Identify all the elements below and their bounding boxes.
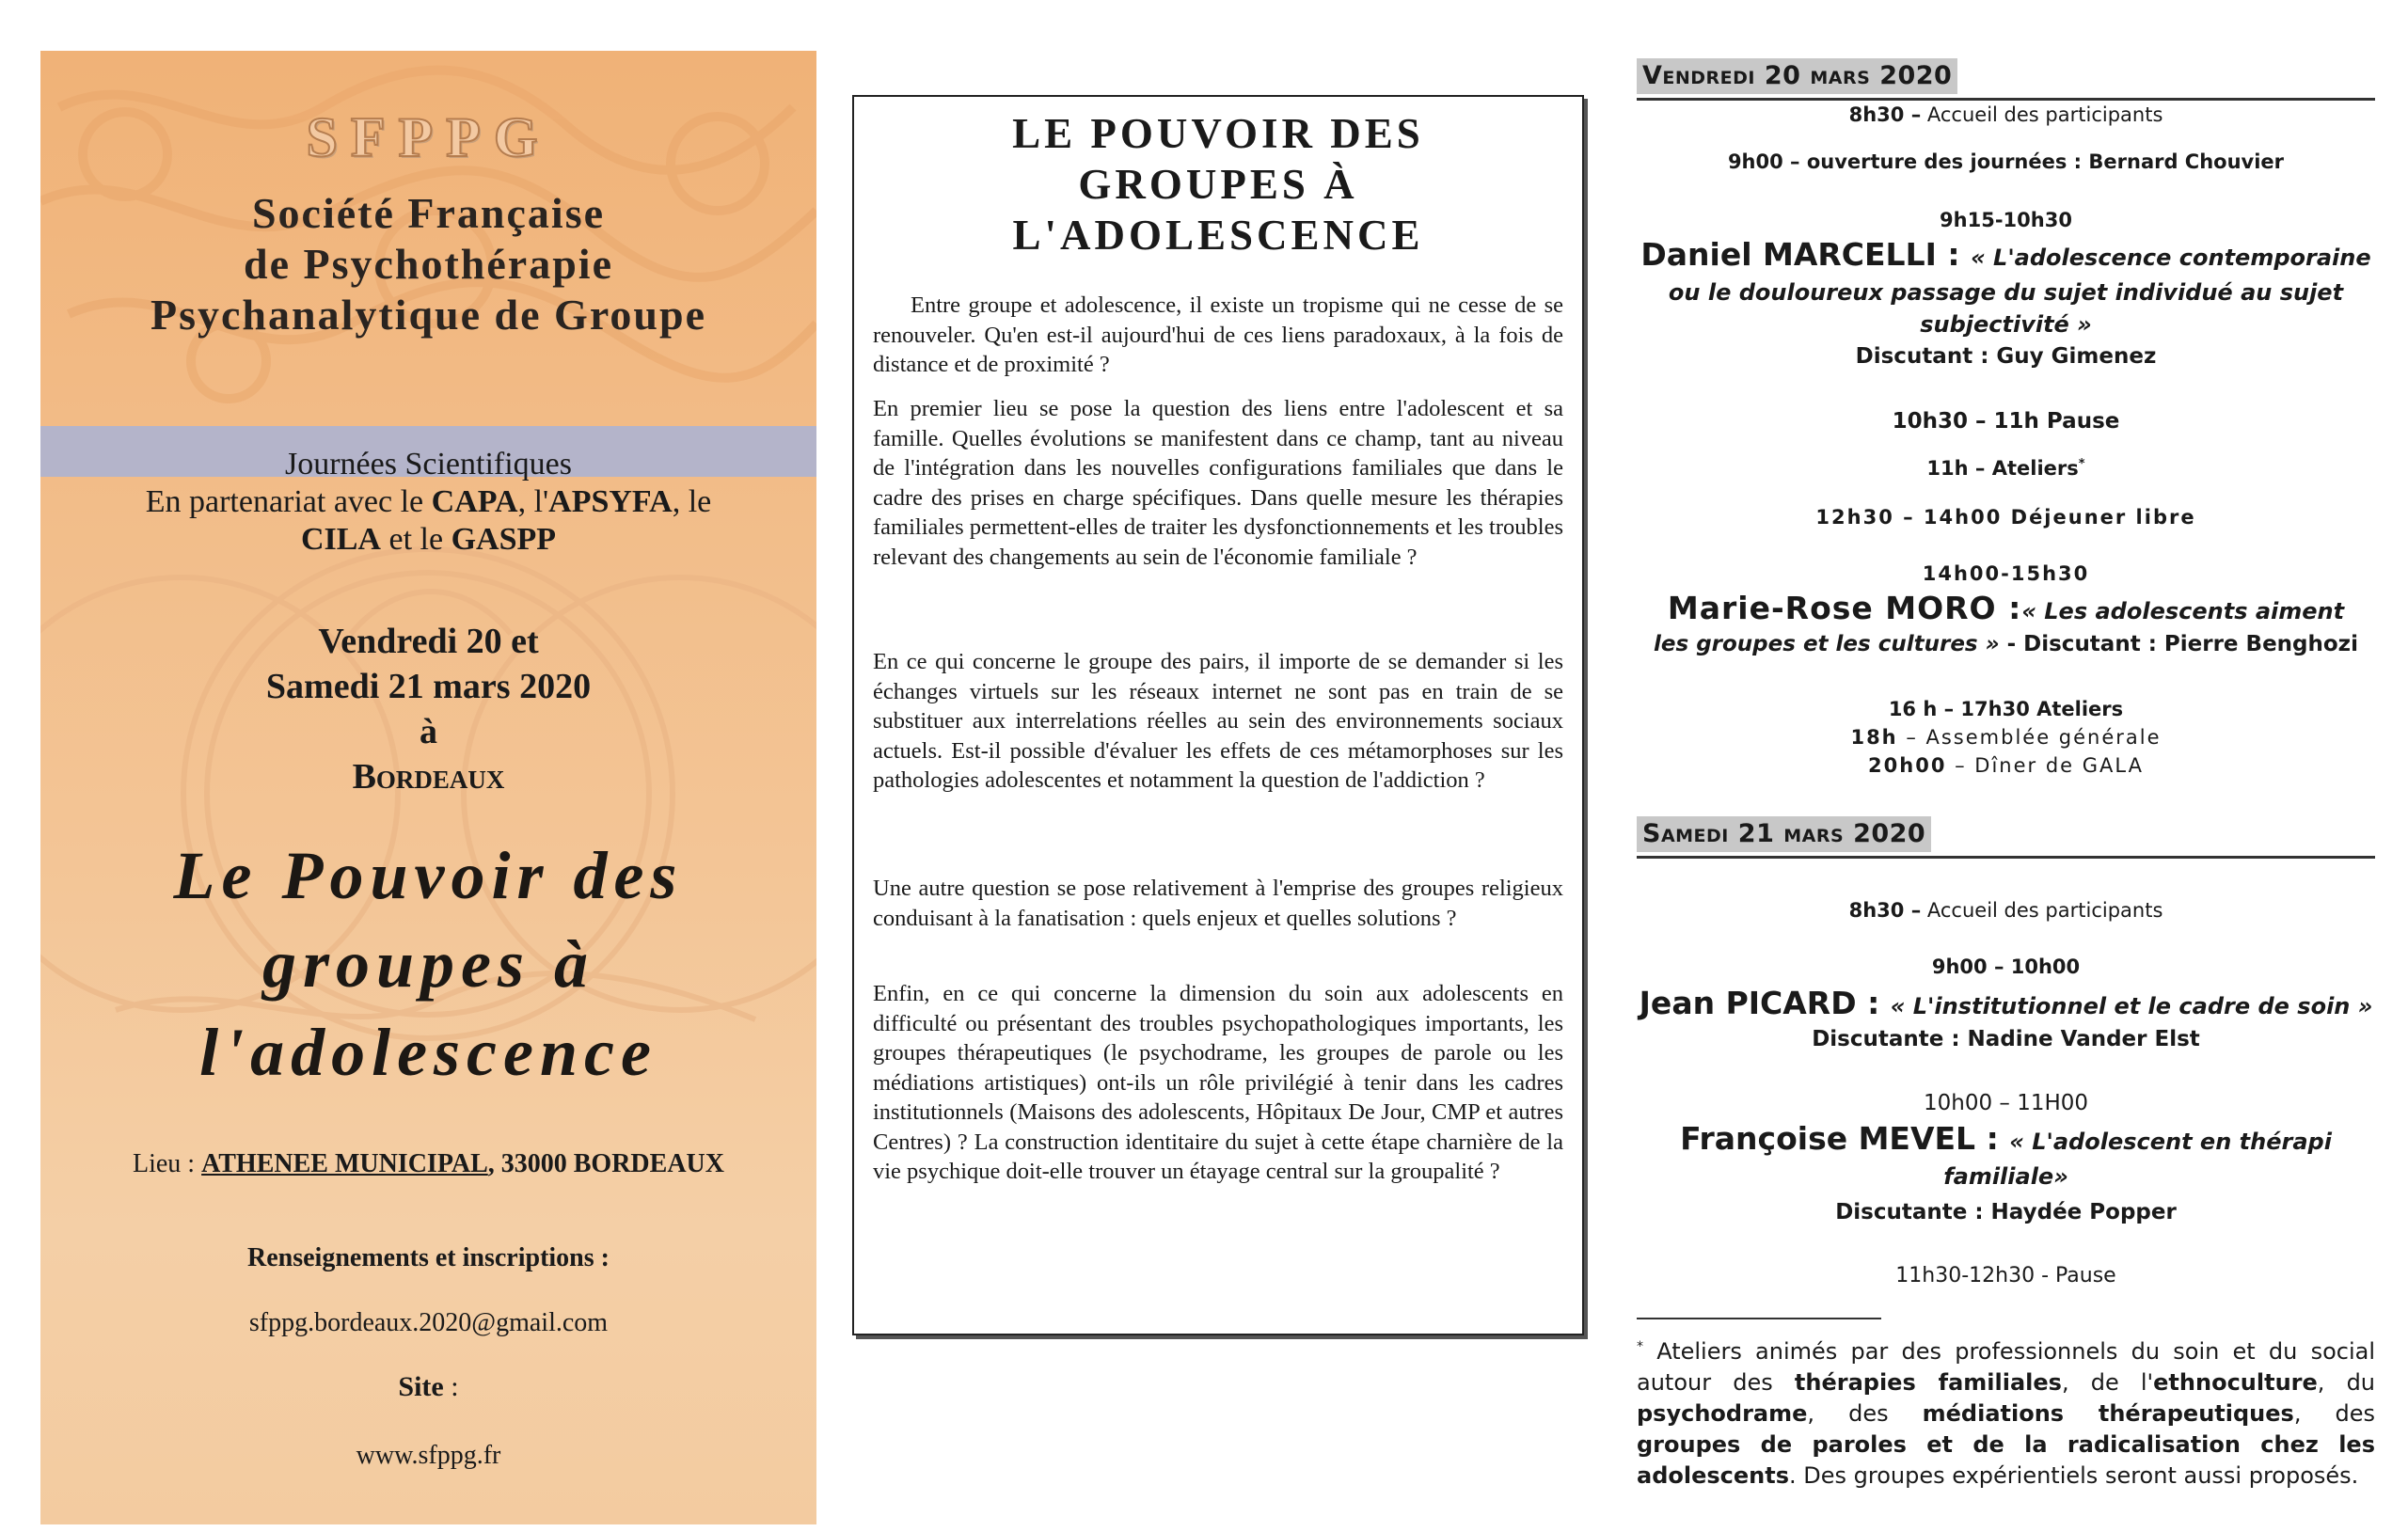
d2-speaker-2: Françoise MEVEL : « L'adolescent en thérapi [1680, 1120, 2332, 1157]
description-title: LE POUVOIR DES GROUPES À L'ADOLESCENCE [1012, 110, 1424, 259]
partner-cila: CILA [300, 522, 381, 557]
d1-speaker-2: Marie-Rose MORO :« Les adolescents aiment [1667, 590, 2345, 626]
sfppg-logo: SFPPG [306, 106, 551, 168]
d1-ateliers-2: 16 h – 17h30 Ateliers [1888, 698, 2124, 720]
d2-time-1: 9h00 – 10h00 [1931, 956, 2081, 978]
paragraph-4: Une autre question se pose relativement à l'emprise des groupes religieux conduisant à la fanatisation : quels enjeux et quelles solutions ? [873, 876, 1563, 931]
journees-label: Journées Scientifiques [285, 447, 572, 482]
contact-email[interactable]: sfppg.bordeaux.2020@gmail.com [248, 1308, 609, 1337]
d1-assemblee: 18h – Assemblée générale [1850, 726, 2162, 749]
d1-pause: 10h30 – 11h Pause [1892, 409, 2120, 434]
paragraph-5: Enfin, en ce qui concerne la dimension du soin aux adolescents en difficulté ou présentant des troubles psychopathologiques importants, les groupes thérapeutiques (le psychodrame, les groupes de parole ou les médiations artistiques) ont-ils un rôle privilégié à tenir dans les cadres institutionnels (Maisons des adolescents, Hôpitaux De Jour, CMP et autres Centres) ? La construction identitaire du sujet à cette étape charnière de la vie psychique doit-elle trouver un étayage central sur la groupalité ? [873, 981, 1563, 1184]
d2-accueil: 8h30 – Accueil des participants [1848, 899, 2163, 922]
d1-dejeuner: 12h30 – 14h00 Déjeuner libre [1815, 506, 2196, 529]
d1-talk-2-line-2: les groupes et les cultures » - Discutant : Pierre Benghozi [1654, 632, 2358, 656]
d1-gala: 20h00 – Dîner de GALA [1868, 754, 2144, 777]
partners-line-2: CILA et le GASPP [300, 522, 557, 557]
society-line-3: Psychanalytique de Groupe [150, 291, 706, 339]
partner-apsyfa: APSYFA [548, 484, 673, 519]
day2-heading: Samedi 21 mars 2020 [1637, 816, 2375, 859]
brochure-cover-panel [40, 51, 816, 1524]
d1-time-2: 14h00-15h30 [1922, 562, 2090, 585]
site-url[interactable]: www.sfppg.fr [356, 1441, 501, 1470]
venue-name: ATHENEE MUNICIPAL [201, 1149, 488, 1178]
description-panel [852, 95, 1584, 1335]
d2-discutant-2: Discutante : Haydée Popper [1835, 1200, 2177, 1224]
event-title: Le Pouvoir des groupes à l'adolescence [173, 838, 684, 1090]
venue-line: Lieu : ATHENEE MUNICIPAL, 33000 BORDEAUX [133, 1149, 724, 1178]
society-line-2: de Psychothérapie [243, 240, 613, 288]
city: Bordeaux [352, 757, 505, 797]
paragraph-2: En premier lieu se pose la question des liens entre l'adolescent et sa famille. Quelles évolutions se manifestent dans ce champ, tant au niveau de l'intégration dans les nouvelles configurations familiales que dans le cadre des prises en charge spécifiques. Dans quelle mesure les thérapies familiales permettent-elles de traiter les dysfonctionnements et les troubles relevant des changements au sein de l'économie familiale ? [873, 396, 1563, 570]
d1-ateliers: 11h – Ateliers* [1926, 457, 2085, 480]
d2-speaker-1: Jean PICARD : « L'institutionnel et le cadre de soin » [1639, 985, 2373, 1021]
society-line-1: Société Française [251, 189, 606, 237]
paragraph-1: Entre groupe et adolescence, il existe un tropisme qui ne cesse de se renouveler. Qu'en est-il aujourd'hui de ces liens paradoxaux, à la fois de distance et de proximité ? [873, 292, 1563, 377]
d1-talk-1-line-3: subjectivité » [1920, 311, 2092, 338]
d2-talk-2-line-2: familiale» [1943, 1163, 2068, 1190]
d2-time-2: 10h00 – 11H00 [1923, 1091, 2089, 1115]
partner-capa: CAPA [431, 484, 518, 519]
journees-block [40, 446, 816, 559]
d2-pause: 11h30-12h30 - Pause [1895, 1264, 2116, 1287]
d2-discutant-1: Discutante : Nadine Vander Elst [1812, 1027, 2200, 1051]
d1-accueil: 8h30 – Accueil des participants [1848, 103, 2163, 126]
d1-time-1: 9h15-10h30 [1940, 209, 2072, 231]
d1-talk-1-line-2: ou le douloureux passage du sujet individué au sujet [1668, 279, 2344, 306]
site-label: Site : [398, 1371, 459, 1402]
event-dates: Vendredi 20 et Samedi 21 mars 2020 à Bordeaux [40, 619, 816, 799]
footnote: * Ateliers animés par des professionnels du soin et du social autour des thérapies familiales, de l'ethnoculture, du psychodrame, des médiations thérapeutiques, des groupes de paroles et de la radicalisation chez les adolescents. Des groupes expérientiels seront aussi proposés. [1637, 1338, 2376, 1489]
day1-heading: Vendredi 20 mars 2020 [1637, 58, 2375, 101]
footnote-rule [1637, 1318, 1881, 1319]
d1-speaker-1: Daniel MARCELLI : « L'adolescence contemporaine [1640, 236, 2371, 273]
society-name [40, 188, 816, 340]
paragraph-3: En ce qui concerne le groupe des pairs, il importe de se demander si les échanges virtuels sur les réseaux internet ne sont pas en train de se substituer aux interrelations réelles au sein des environnements sociaux actuels. Est-il possible d'évaluer les effets de ces métamorphoses sur les pathologies adolescentes et notamment la question de l'addiction ? [873, 649, 1563, 793]
partner-gaspp: GASPP [451, 522, 557, 557]
program-panel [1637, 58, 2375, 1525]
partners-line: En partenariat avec le CAPA, l'APSYFA, le [145, 484, 712, 519]
registration-heading: Renseignements et inscriptions : [247, 1243, 610, 1272]
d1-discutant-1: Discutant : Guy Gimenez [1855, 344, 2157, 369]
d1-ouverture: 9h00 – ouverture des journées : Bernard Chouvier [1727, 150, 2285, 173]
